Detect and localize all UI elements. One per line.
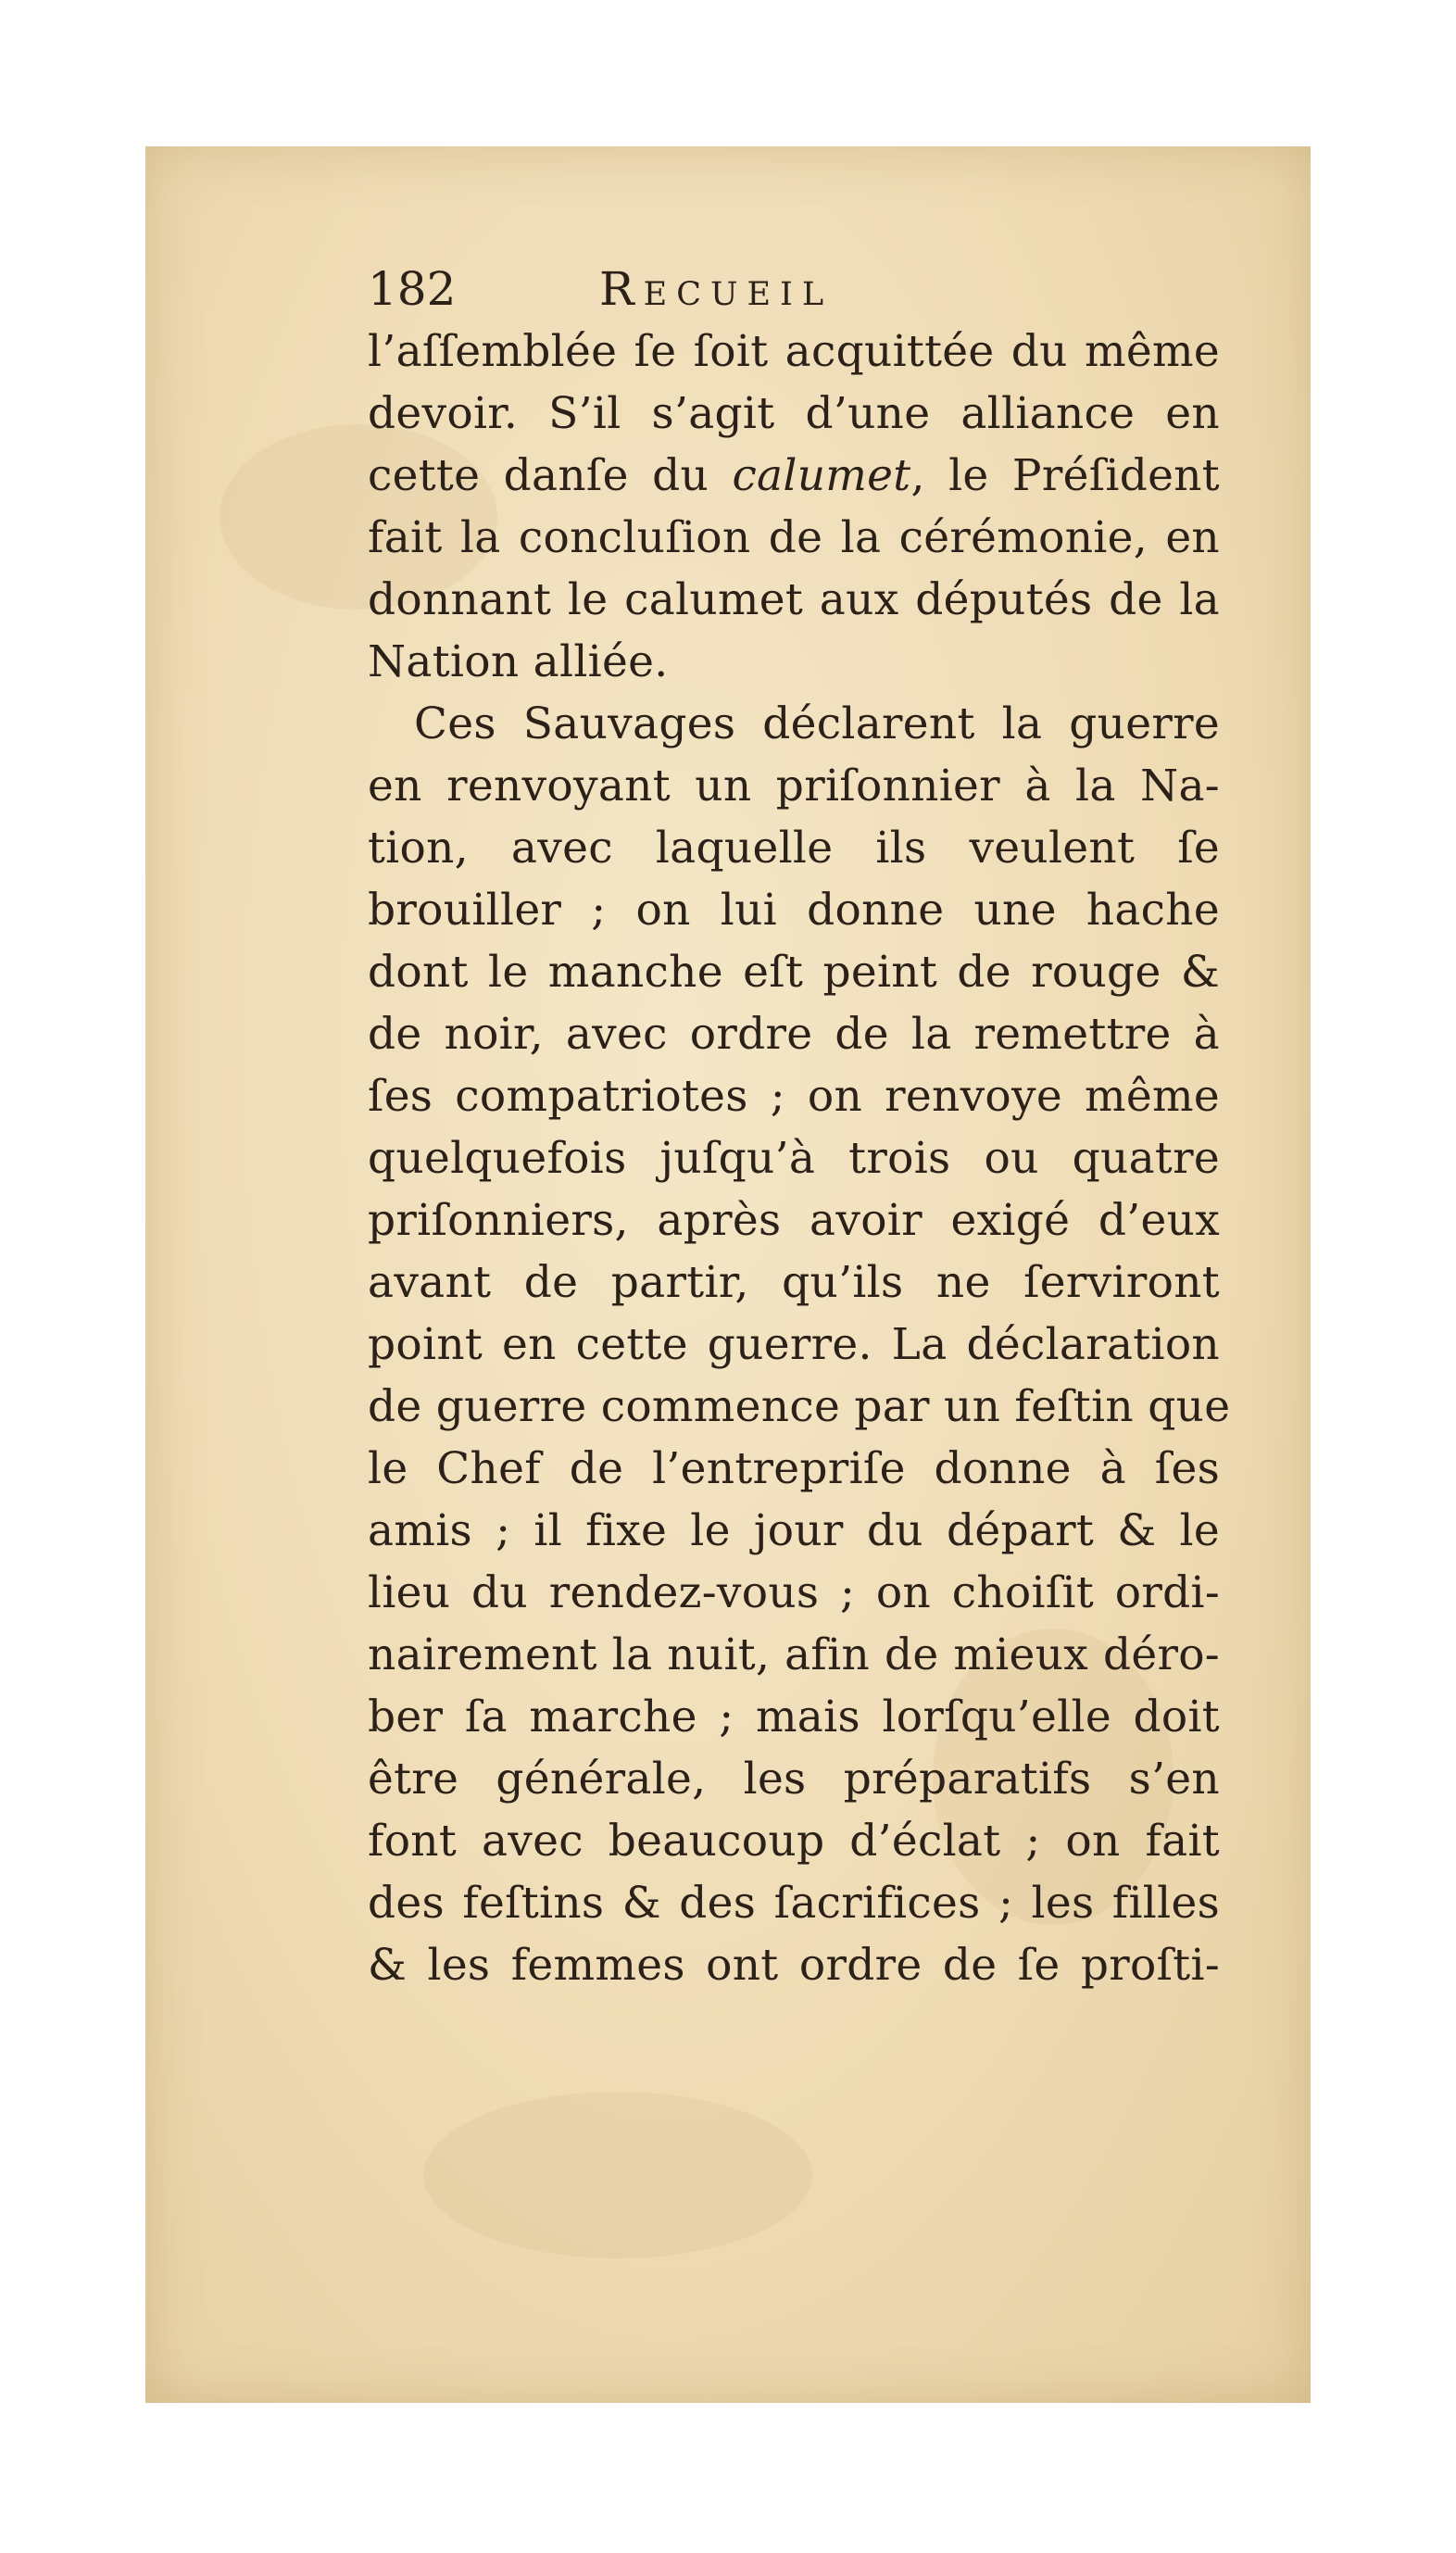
page-text <box>368 258 1231 1996</box>
text-line: fait la concluſion de la cérémonie, en <box>368 512 1220 563</box>
text-line: en renvoyant un priſonnier à la Na- <box>368 761 1220 811</box>
text-line: ber ſa marche ; mais lorſqu’elle doit <box>368 1692 1220 1742</box>
text-line: priſonniers, après avoir exigé d’eux <box>368 1195 1220 1246</box>
text-line: nairement la nuit, afin de mieux déro- <box>368 1629 1220 1680</box>
text-line: dont le manche eſt peint de rouge & <box>368 947 1220 998</box>
text-line: & les femmes ont ordre de ſe proſti- <box>368 1940 1220 1991</box>
text-line: point en cette guerre. La déclaration <box>368 1319 1220 1370</box>
text-line-start: cette danſe du <box>368 450 709 501</box>
paper-stain <box>423 2092 812 2258</box>
paragraph-1 <box>368 321 1220 693</box>
paragraph-2 <box>368 693 1231 1996</box>
page-number: 182 <box>368 262 457 316</box>
book-page <box>145 146 1311 2403</box>
text-line: Ces Sauvages déclarent la guerre <box>414 698 1220 749</box>
text-line: être générale, les préparatifs s’en <box>368 1754 1220 1805</box>
text-line: font avec beaucoup d’éclat ; on fait <box>368 1816 1220 1867</box>
text-line: Nation alliée. <box>368 636 669 687</box>
running-head <box>368 258 1220 321</box>
text-line: quelquefois juſqu’à trois ou quatre <box>368 1133 1220 1184</box>
text-line <box>368 445 1220 507</box>
text-line: amis ; il fixe le jour du départ & le <box>368 1505 1220 1556</box>
text-line: des feſtins & des ſacrifices ; les filles <box>368 1878 1220 1929</box>
running-title: Recueil <box>599 262 834 316</box>
text-line: lieu du rendez-vous ; on choiſit ordi- <box>368 1567 1220 1618</box>
text-line: de noir, avec ordre de la remettre à <box>368 1009 1220 1060</box>
text-line: avant de partir, qu’ils ne ſerviront <box>368 1257 1220 1308</box>
text-line: brouiller ; on lui donne une hache <box>368 885 1220 936</box>
text-line: le Chef de l’entrepriſe donne à ſes <box>368 1443 1220 1494</box>
italic-word: calumet <box>732 450 911 501</box>
text-line: l’aſſemblée ſe ſoit acquittée du même <box>368 326 1220 377</box>
text-line: ſes compatriotes ; on renvoye même <box>368 1071 1220 1122</box>
text-line: de guerre commence par un feſtin que <box>368 1381 1231 1432</box>
text-line: devoir. S’il s’agit d’une alliance en <box>368 388 1220 439</box>
text-line: tion, avec laquelle ils veulent ſe <box>368 823 1220 874</box>
text-line: donnant le calumet aux députés de la <box>368 574 1220 625</box>
text-line-end: , le Préſident <box>910 450 1220 501</box>
